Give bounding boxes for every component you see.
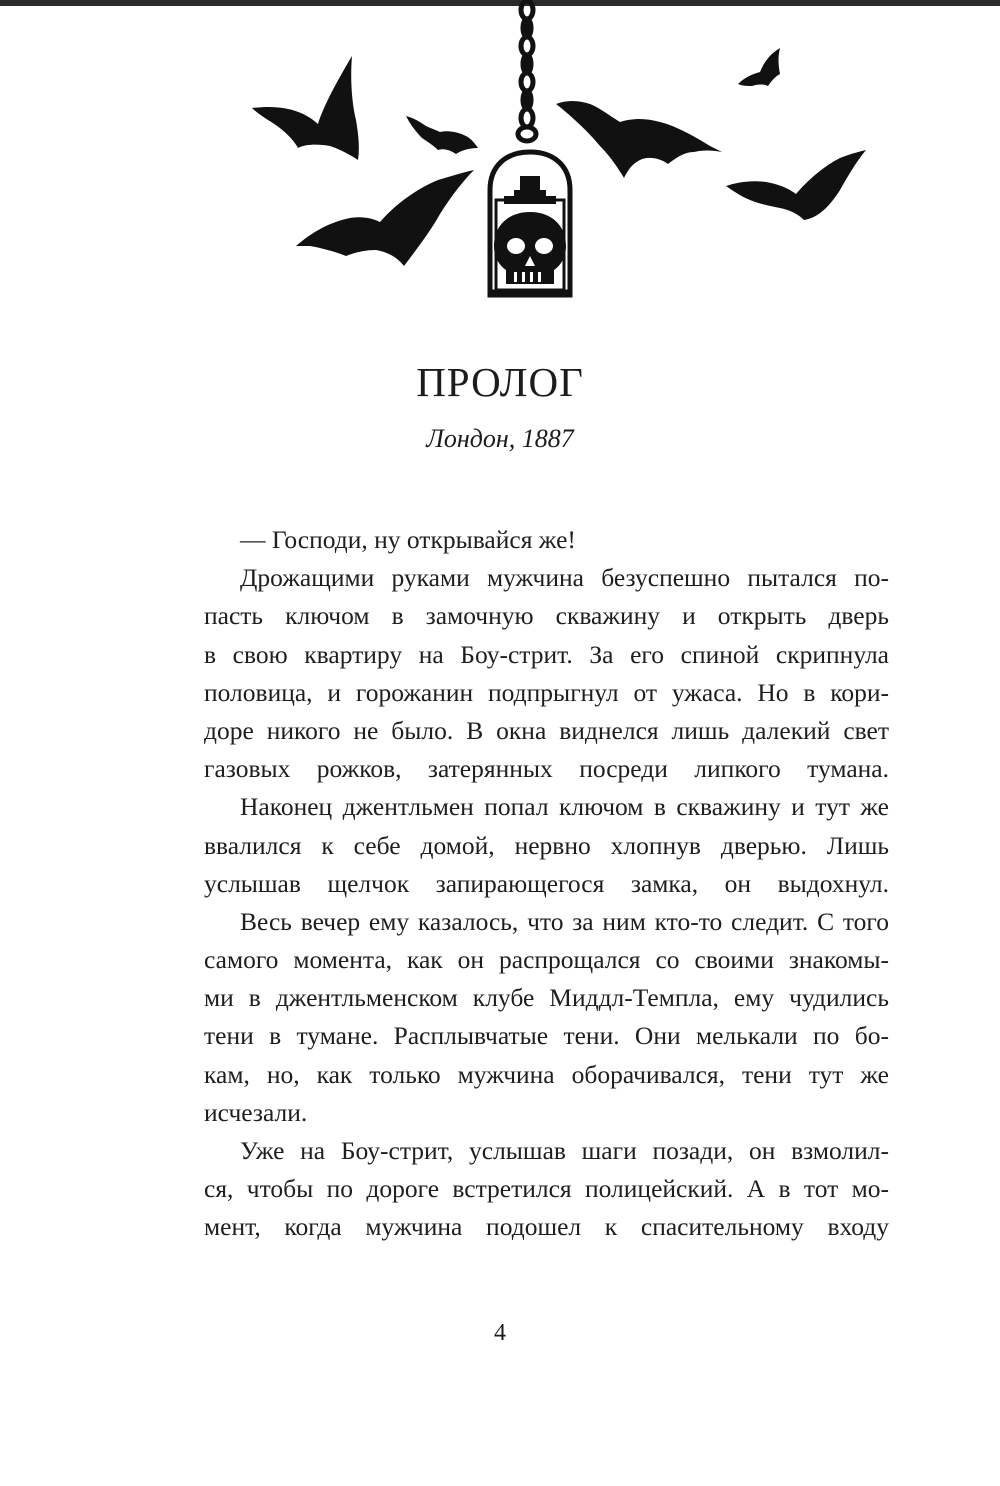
- text-line: пасть ключом в замочную скважину и открыть дверь: [204, 601, 889, 631]
- chapter-title: ПРОЛОГ: [416, 359, 584, 405]
- text-line: Наконец джентльмен попал ключом в скважину и тут же: [240, 792, 889, 822]
- bat-icon: [738, 48, 780, 86]
- chapter-ornament: [0, 0, 1000, 310]
- text-line: половица, и горожанин подпрыгнул от ужаса. Но в кори-: [204, 677, 889, 707]
- text-line: услышав щелчок запирающегося замка, он выдохнул.: [204, 868, 889, 898]
- text-line: Дрожащими руками мужчина безуспешно пытался по-: [240, 563, 889, 593]
- text-line: доре никого не было. В окна виднелся лишь далекий свет: [204, 715, 889, 745]
- bat-icon: [726, 150, 866, 220]
- bat-icon: [556, 101, 722, 178]
- text-line: газовых рожков, затерянных посреди липкого тумана.: [204, 754, 889, 784]
- paragraph: [168, 903, 889, 1132]
- text-line: мент, когда мужчина подошел к спасительному входу: [204, 1212, 889, 1242]
- page-number: 4: [494, 1320, 506, 1346]
- text-line: ся, чтобы по дороге встретился полицейский. А в тот мо-: [204, 1174, 889, 1204]
- text-line: тени в тумане. Расплывчатые тени. Они мелькали по бо-: [204, 1021, 889, 1051]
- paragraph: [168, 521, 889, 559]
- text-line: ввалился к себе домой, нервно хлопнув дверью. Лишь: [204, 830, 889, 860]
- paragraph: [168, 788, 889, 903]
- paragraph: [168, 559, 889, 788]
- body-text: [168, 521, 889, 1247]
- text-line: самого момента, как он распрощался со своими знакомы-: [204, 945, 889, 975]
- chain-icon: [518, 1, 536, 141]
- skull-icon: [494, 212, 566, 284]
- text-line: в свою квартиру на Боу-стрит. За его спиной скрипнула: [204, 639, 889, 669]
- paragraph: [168, 1132, 889, 1247]
- bat-icon: [296, 170, 474, 266]
- text-line: исчезали.: [204, 1097, 308, 1127]
- text-line: кам, но, как только мужчина оборачивался, тени тут же: [204, 1059, 889, 1089]
- text-line: Весь вечер ему казалось, что за ним кто-то следит. С того: [240, 906, 889, 936]
- bat-icon: [252, 56, 359, 160]
- text-line: Уже на Боу-стрит, услышав шаги позади, он взмолил-: [240, 1136, 889, 1165]
- bat-icon: [406, 116, 478, 154]
- text-line: — Господи, ну открывайся же!: [240, 525, 576, 554]
- text-line: ми в джентльменском клубе Миддл-Темпла, ему чудились: [204, 983, 889, 1013]
- chapter-subtitle: Лондон, 1887: [426, 424, 574, 453]
